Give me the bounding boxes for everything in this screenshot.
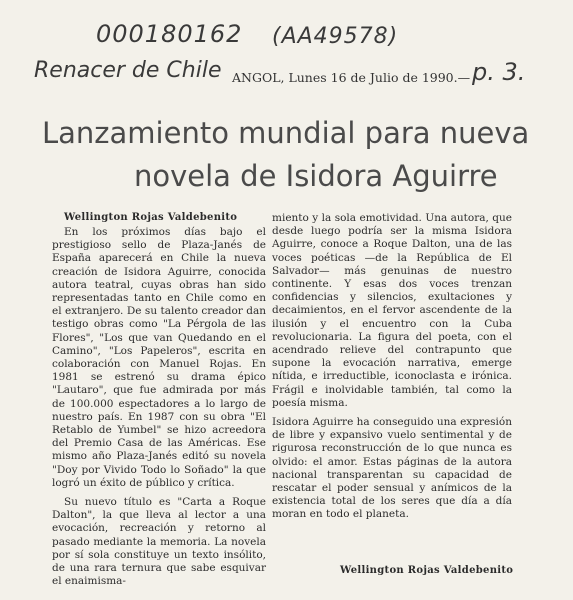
left-column (52, 226, 266, 594)
annotation-page: p. 3. (472, 58, 526, 86)
annotation-publication: Renacer de Chile (34, 58, 222, 83)
article-title-line2: novela de Isidora Aguirre (134, 159, 498, 193)
byline-bottom: Wellington Rojas Valdebenito (340, 565, 514, 576)
right-paragraph-1: miento y la sola emotividad. Una autora, que desde luego podría ser la misma Isidora Aguirre, conoce a Roque Dalton, una de las voces poéticas —de la República de El Salvador— más genuinas de nuestro continente. Y esas dos voces trenzan confidencias y silencios, exultaciones y decaimientos, en el fervor ascendente de la ilusión y el encuentro con la Cuba revolucionaria. La figura del poeta, con el acendrado relieve del contrapunto que supone la evocación narrativa, emerge nítida, e irreductible, iconoclasta e irónica. Frágil e inolvidable también, tal como la poesía misma. (272, 212, 512, 409)
left-paragraph-1: En los próximos días bajo el prestigioso sello de Plaza-Janés de España aparecerá en Chile la nueva creación de Isidora Aguirre, conocida autora teatral, cuyas obras han sido representadas tanto en Chile como en el extranjero. De su talento creador dan testigo obras como "La Pérgola de las Flores", "Los que van Quedando en el Camino", "Los Papeleros", escrita en colaboración con Manuel Rojas. En 1981 se estrenó su drama épico "Lautaro", que fue admirada por más de 100.000 espectadores a lo largo de nuestro país. En 1987 con su obra "El Retablo de Yumbel" se hizo acreedora del Premio Casa de las Américas. Ese mismo año Plaza-Janés editó su novela "Doy por Vivido Todo lo Soñado" la que logró un éxito de público y crítica. (52, 226, 266, 489)
left-paragraph-2: Su nuevo título es "Carta a Roque Dalton", la que lleva al lector a una evocación, recreación y retorno al pasado mediante la memoria. La novela por sí sola constituye un texto insólito, de una rara ternura que sabe esquivar el enaimisma- (52, 496, 266, 588)
annotation-code: 000180162 (96, 20, 243, 48)
right-paragraph-2: Isidora Aguirre ha conseguido una expresión de libre y expansivo vuelo sentimental y de rigurosa reconstrucción de lo que nunca es olvido: el amor. Estas páginas de la autora nacional transparentan su capacidad de rescatar el poder sensual y anímicos de la existencia total de los seres que día a día moran en todo el planeta. (272, 416, 512, 521)
dateline: ANGOL, Lunes 16 de Julio de 1990.— (232, 70, 471, 85)
byline-top: Wellington Rojas Valdebenito (64, 212, 238, 223)
right-column (272, 212, 512, 528)
annotation-reference: (AA49578) (272, 24, 399, 49)
article-title-line1: Lanzamiento mundial para nueva (42, 116, 530, 150)
